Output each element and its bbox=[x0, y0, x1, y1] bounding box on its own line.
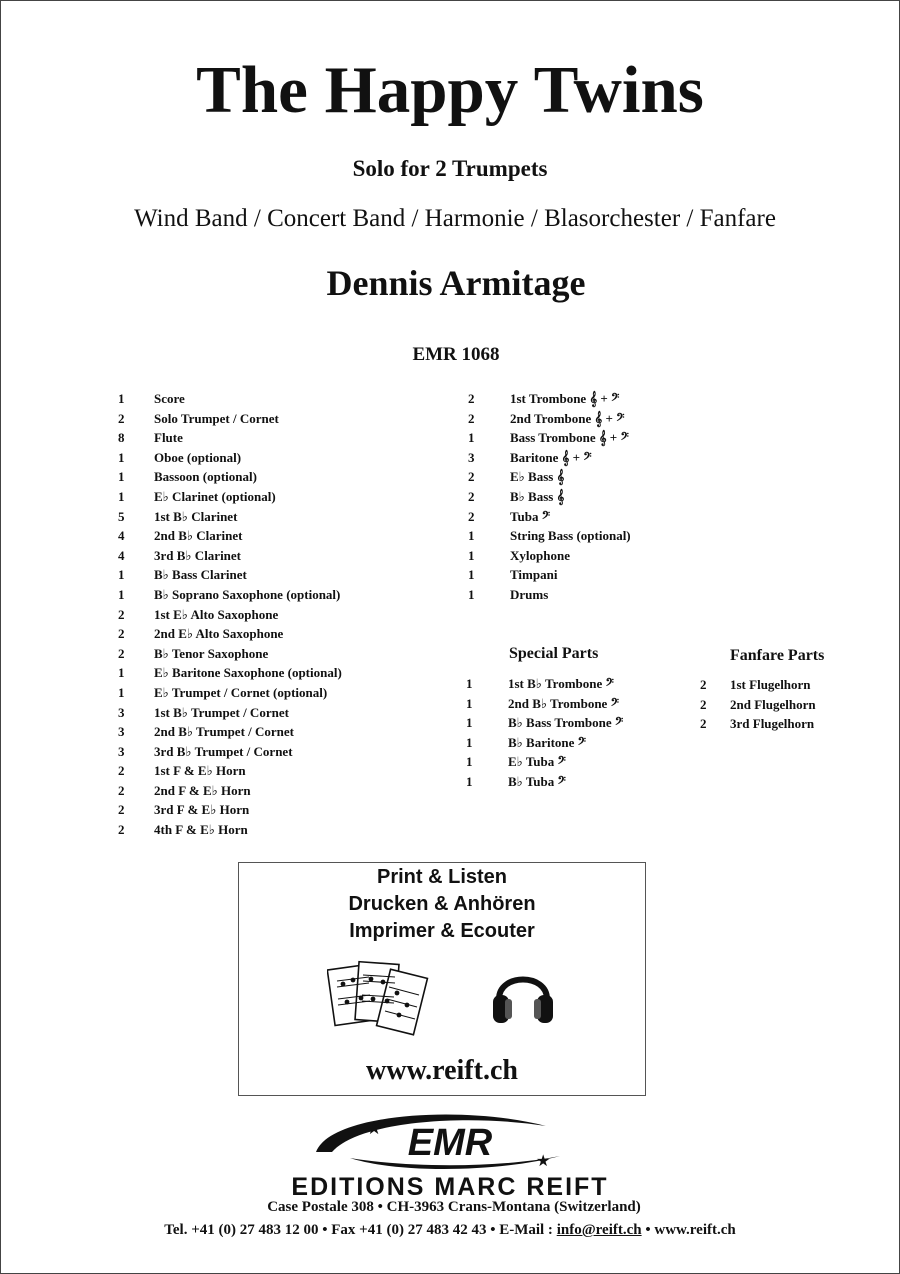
part-quantity: 1 bbox=[468, 567, 475, 583]
part-quantity: 1 bbox=[466, 734, 473, 750]
part-row bbox=[700, 675, 880, 695]
part-name: 2nd Trombone 𝄞 + 𝄢 bbox=[510, 410, 625, 426]
part-name: B♭ Bass Clarinet bbox=[154, 567, 247, 583]
part-quantity: 1 bbox=[466, 695, 473, 711]
star-icon: ★ bbox=[536, 1153, 551, 1170]
part-row bbox=[468, 467, 708, 487]
part-name: E♭ Trumpet / Cornet (optional) bbox=[154, 684, 328, 700]
part-row bbox=[118, 624, 448, 644]
part-name: 4th F & E♭ Horn bbox=[154, 822, 248, 838]
part-name: E♭ Bass 𝄞 bbox=[510, 469, 565, 485]
part-row bbox=[118, 448, 448, 468]
part-name: Solo Trumpet / Cornet bbox=[154, 410, 279, 426]
part-row bbox=[468, 546, 708, 566]
part-row bbox=[118, 800, 448, 820]
part-name: Oboe (optional) bbox=[154, 449, 242, 465]
part-row bbox=[466, 772, 706, 792]
part-quantity: 1 bbox=[118, 469, 125, 485]
part-quantity: 1 bbox=[468, 547, 475, 563]
emr-logo bbox=[310, 1108, 570, 1174]
promo-url[interactable]: www.reift.ch bbox=[366, 1055, 518, 1086]
part-name: B♭ Bass 𝄞 bbox=[510, 488, 565, 504]
part-row bbox=[118, 663, 448, 683]
part-quantity: 1 bbox=[118, 665, 125, 681]
headphones-icon bbox=[491, 959, 555, 1031]
part-quantity: 1 bbox=[118, 684, 125, 700]
part-row bbox=[118, 742, 448, 762]
part-name: E♭ Baritone Saxophone (optional) bbox=[154, 665, 342, 681]
part-quantity: 2 bbox=[118, 782, 125, 798]
part-name: 1st B♭ Clarinet bbox=[154, 508, 238, 524]
emr-logo-text: EMR bbox=[407, 1122, 493, 1164]
part-quantity: 1 bbox=[466, 773, 473, 789]
part-row bbox=[466, 694, 706, 714]
part-name: B♭ Soprano Saxophone (optional) bbox=[154, 586, 341, 602]
part-quantity: 1 bbox=[466, 754, 473, 770]
part-row bbox=[118, 781, 448, 801]
part-quantity: 2 bbox=[700, 696, 707, 712]
part-name: 2nd B♭ Trumpet / Cornet bbox=[154, 724, 294, 740]
part-name: 1st Flugelhorn bbox=[730, 677, 811, 692]
part-row bbox=[468, 526, 708, 546]
part-quantity: 2 bbox=[118, 645, 125, 661]
part-row bbox=[118, 546, 448, 566]
part-row bbox=[466, 713, 706, 733]
part-quantity: 4 bbox=[118, 547, 125, 563]
part-quantity: 2 bbox=[118, 822, 125, 838]
part-quantity: 2 bbox=[118, 763, 125, 779]
publisher-name: EDITIONS MARC REIFT bbox=[291, 1173, 609, 1201]
part-name: 1st B♭ Trumpet / Cornet bbox=[154, 704, 289, 720]
subtitle: Solo for 2 Trumpets bbox=[352, 156, 548, 181]
part-row bbox=[118, 761, 448, 781]
part-quantity: 2 bbox=[118, 626, 125, 642]
part-name: B♭ Bass Trombone 𝄢 bbox=[508, 715, 624, 731]
part-quantity: 3 bbox=[118, 724, 125, 740]
part-name: 2nd B♭ Clarinet bbox=[154, 528, 243, 544]
part-row bbox=[468, 507, 708, 527]
part-row bbox=[118, 428, 448, 448]
part-quantity: 3 bbox=[468, 449, 475, 465]
part-quantity: 1 bbox=[468, 430, 475, 446]
contact-website[interactable]: • www.reift.ch bbox=[641, 1222, 736, 1238]
part-quantity: 5 bbox=[118, 508, 125, 524]
part-name: 3rd F & E♭ Horn bbox=[154, 802, 250, 818]
fanfare-parts-heading: Fanfare Parts bbox=[730, 647, 825, 664]
part-name: Tuba 𝄢 bbox=[510, 508, 551, 524]
part-row bbox=[118, 722, 448, 742]
part-quantity: 1 bbox=[118, 391, 125, 406]
special-parts-heading: Special Parts bbox=[509, 645, 599, 662]
part-quantity: 1 bbox=[468, 586, 475, 602]
star-icon: ★ bbox=[366, 1118, 383, 1138]
part-name: Drums bbox=[510, 586, 549, 602]
part-row bbox=[118, 820, 448, 840]
part-quantity: 1 bbox=[118, 488, 125, 504]
part-row bbox=[118, 507, 448, 527]
part-row bbox=[468, 409, 708, 429]
parts-list-left bbox=[118, 389, 448, 840]
part-quantity: 2 bbox=[700, 716, 707, 732]
part-quantity: 2 bbox=[118, 410, 125, 426]
part-name: E♭ Tuba 𝄢 bbox=[508, 754, 566, 770]
part-row bbox=[468, 389, 708, 409]
part-row bbox=[118, 389, 448, 409]
part-name: Timpani bbox=[510, 567, 558, 583]
part-row bbox=[118, 409, 448, 429]
part-name: Bassoon (optional) bbox=[154, 469, 257, 485]
part-name: 3rd Flugelhorn bbox=[730, 716, 815, 732]
print-listen-line-de: Drucken & Anhören bbox=[348, 893, 536, 915]
part-row bbox=[468, 585, 708, 605]
part-name: 3rd B♭ Clarinet bbox=[154, 547, 242, 563]
part-name: 1st F & E♭ Horn bbox=[154, 763, 246, 779]
publisher-contact bbox=[0, 1222, 900, 1239]
part-name: E♭ Clarinet (optional) bbox=[154, 488, 276, 504]
publisher-address: Case Postale 308 • CH-3963 Crans-Montana (Switzerland) bbox=[267, 1199, 641, 1215]
part-name: Baritone 𝄞 + 𝄢 bbox=[510, 449, 592, 465]
part-row bbox=[118, 605, 448, 625]
part-name: B♭ Tuba 𝄢 bbox=[508, 773, 566, 789]
part-quantity: 2 bbox=[118, 802, 125, 818]
part-quantity: 2 bbox=[468, 469, 475, 485]
part-quantity: 1 bbox=[118, 567, 125, 583]
part-name: 2nd E♭ Alto Saxophone bbox=[154, 626, 284, 642]
part-row bbox=[118, 526, 448, 546]
part-row bbox=[468, 428, 708, 448]
part-quantity: 2 bbox=[700, 677, 707, 692]
part-name: String Bass (optional) bbox=[510, 528, 631, 544]
part-quantity: 4 bbox=[118, 528, 125, 544]
page-title: The Happy Twins bbox=[196, 53, 704, 127]
part-quantity: 3 bbox=[118, 704, 125, 720]
print-listen-line-fr: Imprimer & Ecouter bbox=[349, 920, 535, 942]
part-name: B♭ Baritone 𝄢 bbox=[508, 734, 587, 750]
part-name: 1st B♭ Trombone 𝄢 bbox=[508, 676, 614, 691]
part-name: B♭ Tenor Saxophone bbox=[154, 645, 269, 661]
part-name: 2nd Flugelhorn bbox=[730, 696, 816, 712]
part-row bbox=[118, 565, 448, 585]
email-link[interactable]: info@reift.ch bbox=[556, 1222, 642, 1238]
part-row bbox=[118, 585, 448, 605]
part-quantity: 1 bbox=[466, 676, 473, 691]
part-name: 1st E♭ Alto Saxophone bbox=[154, 606, 279, 622]
composer-name: Dennis Armitage bbox=[326, 263, 586, 303]
part-row bbox=[700, 695, 880, 715]
part-row bbox=[118, 644, 448, 664]
part-name: 2nd F & E♭ Horn bbox=[154, 782, 251, 798]
part-row bbox=[118, 467, 448, 487]
parts-list-middle bbox=[468, 389, 708, 605]
part-row bbox=[118, 487, 448, 507]
catalog-number: EMR 1068 bbox=[412, 344, 500, 365]
sheet-music-icon bbox=[327, 959, 433, 1039]
print-listen-line-en: Print & Listen bbox=[376, 866, 507, 888]
part-row bbox=[466, 752, 706, 772]
part-row bbox=[466, 674, 706, 694]
print-listen-box bbox=[238, 862, 646, 1096]
part-name: 1st Trombone 𝄞 + 𝄢 bbox=[510, 391, 620, 406]
part-name: 3rd B♭ Trumpet / Cornet bbox=[154, 743, 293, 759]
part-quantity: 2 bbox=[468, 488, 475, 504]
part-name: Xylophone bbox=[510, 547, 570, 563]
part-row bbox=[468, 565, 708, 585]
part-row bbox=[118, 703, 448, 723]
fanfare-parts-list bbox=[700, 675, 880, 734]
part-quantity: 1 bbox=[466, 715, 473, 731]
part-quantity: 1 bbox=[468, 528, 475, 544]
part-row bbox=[466, 733, 706, 753]
part-row bbox=[118, 683, 448, 703]
special-parts-list bbox=[466, 674, 706, 792]
part-quantity: 2 bbox=[118, 606, 125, 622]
part-quantity: 1 bbox=[118, 586, 125, 602]
part-quantity: 2 bbox=[468, 391, 475, 406]
band-types: Wind Band / Concert Band / Harmonie / Blasorchester / Fanfare bbox=[134, 205, 776, 232]
part-quantity: 2 bbox=[468, 508, 475, 524]
part-row bbox=[468, 487, 708, 507]
part-quantity: 3 bbox=[118, 743, 125, 759]
part-quantity: 1 bbox=[118, 449, 125, 465]
part-quantity: 2 bbox=[468, 410, 475, 426]
part-row bbox=[700, 714, 880, 734]
part-row bbox=[468, 448, 708, 468]
part-name: Bass Trombone 𝄞 + 𝄢 bbox=[510, 430, 629, 446]
part-name: 2nd B♭ Trombone 𝄢 bbox=[508, 695, 619, 711]
part-quantity: 8 bbox=[118, 430, 125, 446]
contact-phone-fax: Tel. +41 (0) 27 483 12 00 • Fax +41 (0) 27 483 42 43 • E-Mail : bbox=[164, 1222, 557, 1238]
part-name: Flute bbox=[154, 430, 183, 446]
part-name: Score bbox=[154, 391, 185, 406]
